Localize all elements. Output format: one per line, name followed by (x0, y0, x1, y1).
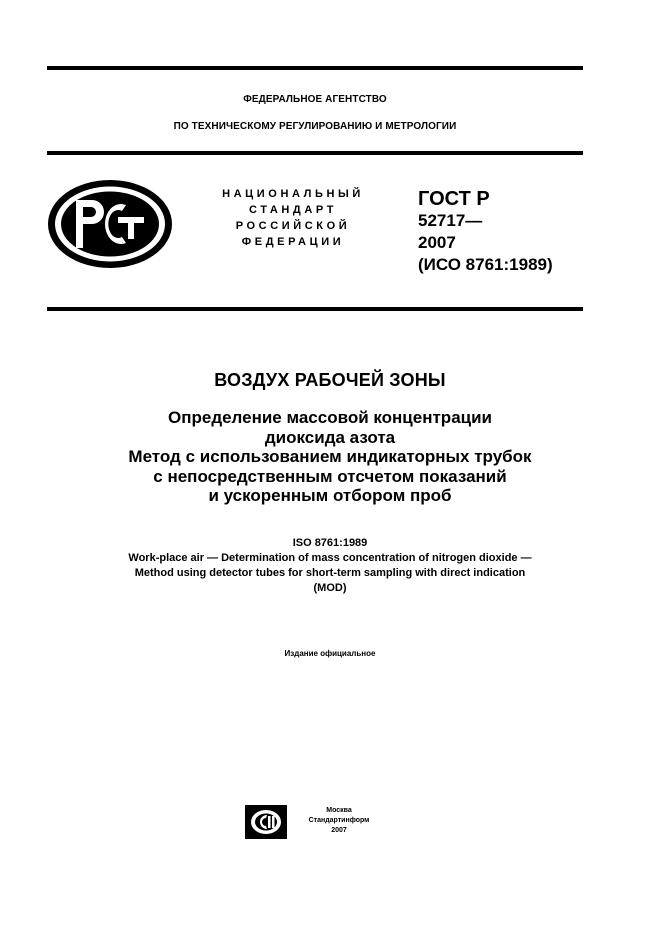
document-title: ВОЗДУХ РАБОЧЕЙ ЗОНЫ (214, 370, 446, 390)
national-standard-line: НАЦИОНАЛЬНЫЙ (222, 188, 364, 200)
standartinform-logo-icon (245, 805, 287, 839)
subtitle-line: Метод с использованием индикаторных трубок (128, 447, 532, 466)
national-standard-line: ФЕДЕРАЦИИ (241, 236, 345, 248)
publisher-block (294, 806, 384, 836)
designation-line-2: 52717— (418, 211, 483, 230)
designation-line-4: (ИСО 8761:1989) (418, 255, 553, 274)
agency-line-2: ПО ТЕХНИЧЕСКОМУ РЕГУЛИРОВАНИЮ И МЕТРОЛОГИИ (173, 121, 457, 132)
rst-emblem-icon (46, 178, 174, 270)
subtitle-line: с непосредственным отсчетом показаний (153, 466, 507, 486)
edition-label: Издание официальное (284, 649, 376, 658)
standard-designation (418, 188, 553, 276)
national-standard-block (200, 186, 386, 250)
designation-line-1: ГОСТ Р (418, 188, 490, 210)
agency-line-1: ФЕДЕРАЛЬНОЕ АГЕНТСТВО (243, 94, 387, 105)
designation-line-3: 2007 (418, 233, 456, 252)
subtitle-line: Определение массовой концентрации (167, 408, 492, 427)
subtitle-line: диоксида азота (264, 427, 396, 447)
top-rule (47, 66, 583, 70)
iso-reference (40, 536, 620, 596)
iso-title-line: Method using detector tubes for short-term sampling with direct indication (134, 567, 526, 579)
document-subtitle (40, 408, 620, 506)
title-rule (47, 307, 583, 311)
publisher-name: Стандартинформ (308, 817, 370, 824)
header-rule (47, 151, 583, 155)
iso-title-line: Work-place air — Determination of mass concentration of nitrogen dioxide — (128, 552, 532, 564)
iso-title-line: (MOD) (313, 582, 347, 594)
national-standard-line: СТАНДАРТ (248, 204, 338, 216)
subtitle-line: и ускоренным отбором проб (208, 486, 452, 505)
publisher-city: Москва (326, 807, 352, 814)
publisher-year: 2007 (331, 827, 347, 834)
iso-number: ISO 8761:1989 (292, 537, 368, 549)
national-standard-line: РОССИЙСКОЙ (235, 220, 351, 232)
